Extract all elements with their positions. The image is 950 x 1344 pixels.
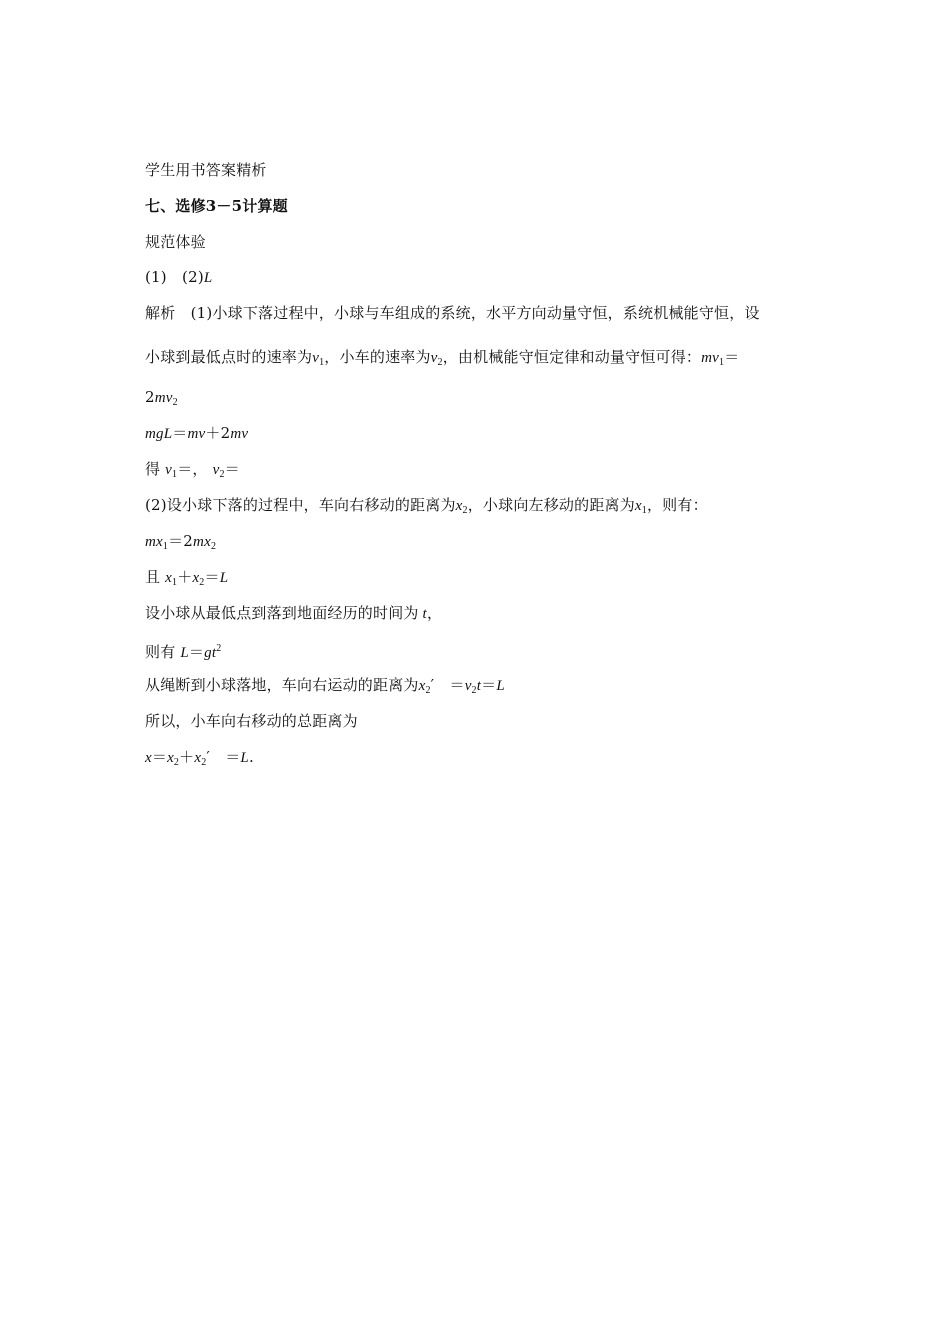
var-mx1: $mx_1$	[145, 534, 169, 552]
part2-line	[145, 494, 708, 522]
var-mv2: $mv_2$	[154, 390, 178, 408]
var-mgL: mgL	[145, 426, 173, 442]
result-eq-1: ＝，	[177, 460, 208, 478]
var-v2t: $v_2t$	[464, 678, 482, 696]
period: .	[248, 748, 254, 766]
var-v2: $v_2$	[430, 350, 443, 368]
var-v1: $v_1$	[312, 350, 325, 368]
result-eq-2: ＝	[224, 460, 240, 478]
section-title: 七、选修3－5计算题	[145, 197, 288, 215]
var-L: L	[240, 750, 249, 766]
var-x2: $x_2$	[194, 750, 207, 768]
equals-2: ＝2	[168, 532, 194, 550]
coefficient-2: 2	[145, 388, 155, 406]
time-line	[145, 602, 442, 625]
rope-line	[145, 674, 505, 702]
var-gt2: $gt^2$	[204, 643, 222, 661]
analysis-text-2b: ，小车的速率为	[324, 348, 431, 366]
equation-distance	[145, 530, 216, 558]
plus-sign: ＋	[177, 568, 193, 586]
time-text: 设小球从最低点到落到地面经历的时间为	[145, 604, 419, 622]
plus-sign: ＋	[179, 748, 195, 766]
var-x2: $x_2$	[167, 750, 180, 768]
var-v1: $v_1$	[165, 462, 178, 480]
var-x: x	[145, 750, 152, 766]
var-mv: mv	[187, 426, 206, 442]
equals-sign: ＝	[151, 748, 168, 766]
total-line: 所以，小车向右移动的总距离为	[145, 712, 358, 730]
analysis-line-2	[145, 346, 739, 374]
answer-heading: 学生用书答案精析	[145, 161, 267, 179]
answer-parts: (1) (2)	[145, 268, 204, 286]
result-line	[145, 458, 240, 486]
result-prefix: 得	[145, 460, 161, 478]
var-L: L	[180, 645, 189, 661]
var-mx2: $mx_2$	[193, 534, 217, 552]
part2-text-b: ，小球向左移动的距离为	[467, 496, 635, 514]
part2-text-c: ，则有：	[646, 496, 708, 514]
subsection-title: 规范体验	[145, 233, 206, 251]
analysis-text-2a: 小球到最低点时的速率为	[145, 348, 313, 366]
equals-sign: ＝	[188, 643, 205, 661]
rope-text: 从绳断到小球落地，车向右运动的距离为	[145, 676, 419, 694]
var-L: L	[496, 678, 505, 694]
var-v2: $v_2$	[212, 462, 225, 480]
var-L: L	[219, 570, 229, 586]
analysis-text-1: (1)小球下落过程中，小球与车组成的系统，水平方向动量守恒，系统机械能守恒，设	[190, 304, 760, 322]
var-mv1: $mv_1$	[701, 350, 725, 368]
answer-summary	[145, 266, 212, 289]
equals-sign: ＝	[481, 676, 497, 694]
var-x1: $x_1$	[165, 570, 178, 588]
equation-momentum-rhs	[145, 386, 178, 414]
equation-energy	[145, 422, 248, 445]
equation-sum	[145, 566, 228, 594]
analysis-text-2c: ，由机械能守恒定律和动量守恒可得：	[442, 348, 702, 366]
comma: ，	[426, 604, 443, 622]
equals-sign: ＝	[172, 424, 188, 442]
sum-prefix: 且	[145, 568, 161, 586]
equals-sign: ＝	[204, 568, 220, 586]
var-mv: mv	[230, 426, 249, 442]
analysis-line-1	[145, 302, 760, 324]
var-t: t	[418, 606, 427, 622]
part2-text: (2)设小球下落的过程中，车向右移动的距离为	[145, 496, 456, 514]
final-equation	[145, 746, 254, 774]
prime-equals: ′ ＝	[206, 748, 241, 766]
prime-equals: ′ ＝	[430, 676, 465, 694]
var-x2: $x_2$	[192, 570, 205, 588]
fall-equation	[145, 638, 221, 664]
fall-prefix: 则有	[145, 643, 176, 661]
answer-variable: L	[203, 270, 213, 286]
analysis-label: 解析	[145, 304, 176, 322]
var-x2: $x_2$	[418, 678, 431, 696]
plus-2: ＋2	[205, 424, 231, 442]
equals-sign: ＝	[724, 348, 740, 366]
var-x2: $x_2$	[455, 498, 468, 516]
var-x1: $x_1$	[634, 498, 647, 516]
